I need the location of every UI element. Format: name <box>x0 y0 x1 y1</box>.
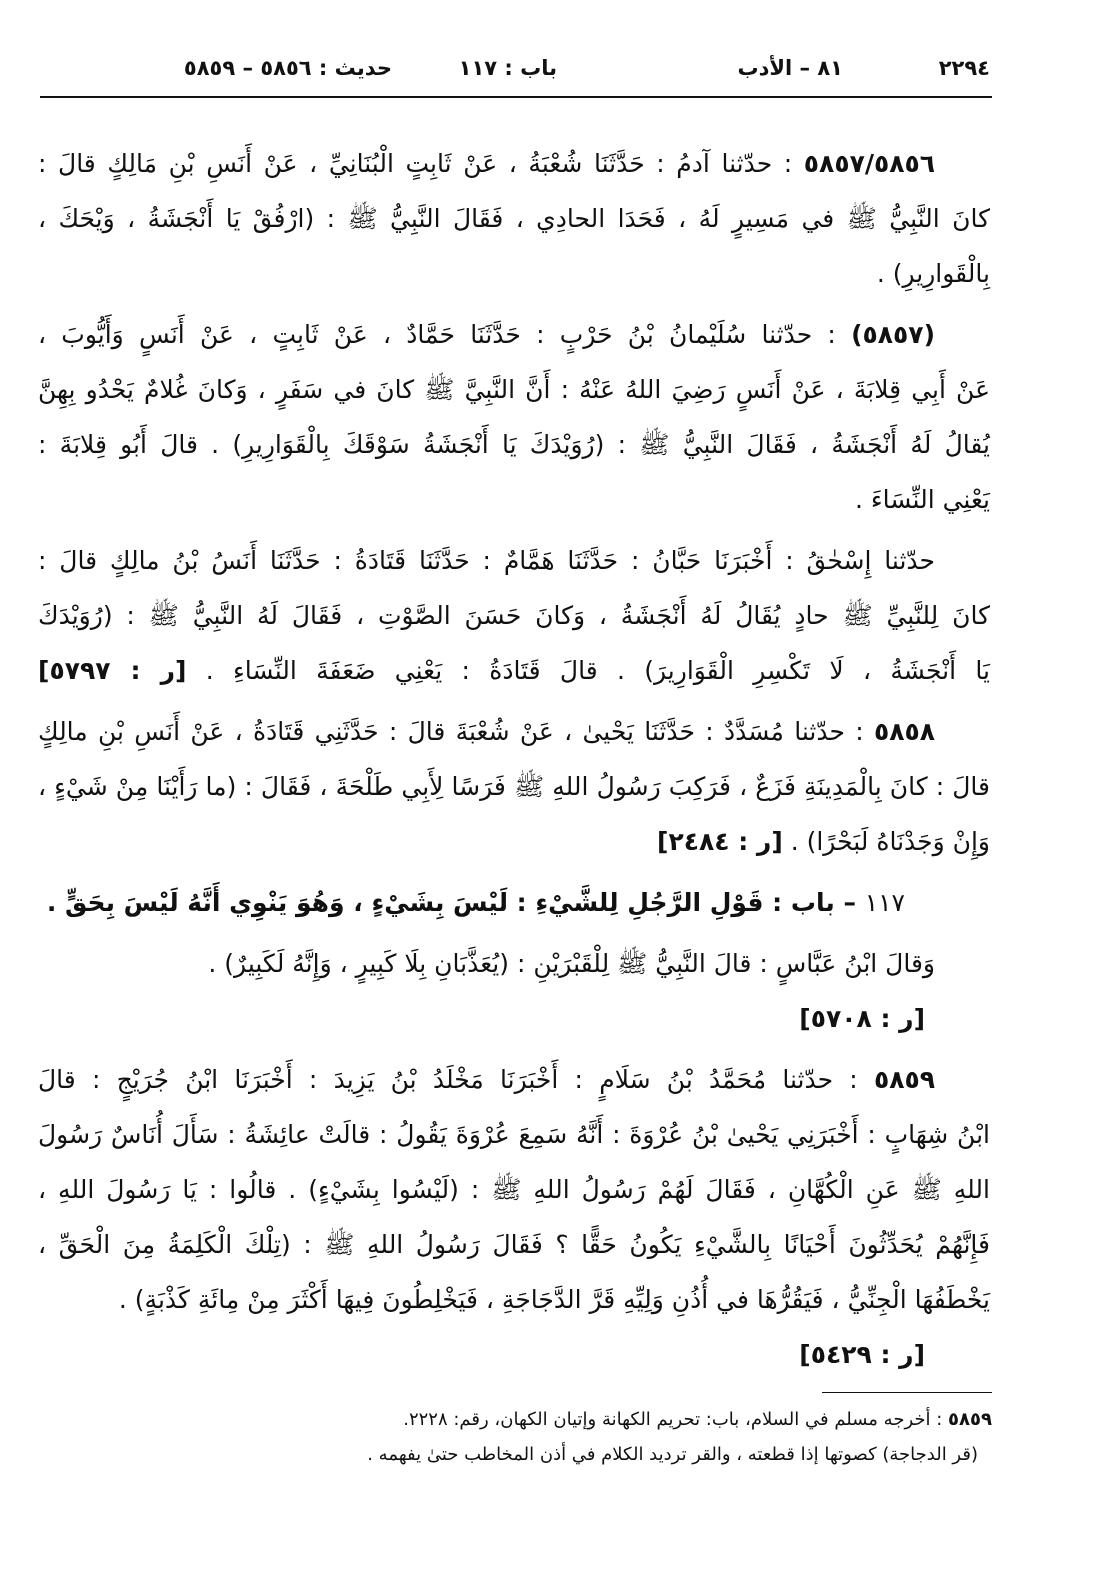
line-text: بِالْقَوارِيرِ) . <box>876 259 990 288</box>
text-line <box>38 1162 990 1217</box>
hadith-range: حديث : ٥٨٥٦ – ٥٨٥٩ <box>183 56 392 80</box>
footnote-text: : أخرجه مسلم في السلام، باب: تحريم الكهانة وإتيان الكهان، رقم: ٢٢٢٨. <box>403 1409 943 1430</box>
hadith-number: ٥٨٥٩ <box>873 1065 935 1094</box>
line-text: وَقالَ ابْنُ عَبَّاسٍ : قالَ النَّبِيُّ ﷺ لِلْقَبْرَيْنِ : (يُعَذَّبَانِ بِلَا كَبِيرٍ ، وَإِنَّهُ لَكَبِيرٌ) . <box>208 949 935 978</box>
text-line <box>38 704 990 759</box>
text-line <box>38 191 990 246</box>
line-text: كانَ لِلنَّبِيِّ ﷺ حادٍ يُقَالُ لَهُ أَنْجَشَةُ ، وَكانَ حَسَنَ الصَّوْتِ ، فَقَالَ لَهُ النَّبِيُّ ﷺ : (رُوَيْدَكَ <box>38 601 990 630</box>
page-body <box>38 136 990 1382</box>
text-line <box>38 1052 990 1107</box>
line-text: يَعْنِي النِّسَاءَ . <box>854 485 990 514</box>
text-line <box>38 991 990 1046</box>
text-line <box>38 1217 990 1272</box>
footnote-text: (قر الدجاجة) كصوتها إذا قطعته ، والقر ترديد الكلام في أذن المخاطب حتىٰ يفهمه . <box>367 1444 978 1465</box>
text-line <box>38 472 990 527</box>
hadith-5858 <box>38 704 990 869</box>
text-line <box>38 246 990 301</box>
line-text: يَخْطَفُهَا الْجِنِّيُّ ، فَيَقُرُّهَا في أُذُنِ وَلِيِّهِ قَرَّ الدَّجَاجَةِ ، فَيَخْلِطُونَ فِيهَا أَكْثَرَ مِنْ مِائَةِ كَذْبَةٍ) . <box>118 1285 990 1314</box>
text-line <box>38 1272 990 1327</box>
footnote-separator <box>822 1392 992 1393</box>
text-line <box>38 362 990 417</box>
text-line <box>38 643 990 698</box>
line-text: قالَ : كانَ بِالْمَدِينَةِ فَزَعٌ ، فَرَكِبَ رَسُولُ اللهِ ﷺ فَرَسًا لِأَبِي طَلْحَةَ ، فَقَالَ : (ما رَأَيْنَا مِنْ شَيْءٍ ، <box>38 772 990 801</box>
chapter-heading <box>38 875 990 930</box>
line-text: : حدّثنا مُحَمَّدُ بْنُ سَلَامٍ : أَخْبَرَنَا مَخْلَدُ بْنُ يَزِيدَ : أَخْبَرَنَا ابْنُ جُرَيْجٍ : قالَ <box>38 1065 858 1094</box>
cross-reference: [ر : ٢٤٨٤] <box>657 827 783 856</box>
cross-reference: [ر : ٥٧٠٨] <box>799 1004 925 1033</box>
text-line <box>38 1107 990 1162</box>
hadith-number: ٥٨٥٧/٥٨٥٦ <box>803 149 935 178</box>
hadith-number: ٥٨٥٨ <box>873 717 936 746</box>
hadith-5857 <box>38 307 990 527</box>
chapter-117 <box>38 875 990 930</box>
line-text: : حدّثنا آدمُ : حَدَّثَنَا شُعْبَةُ ، عَنْ ثَابِتٍ الْبُنَانِيِّ ، عَنْ أَنَسِ بْنِ مَالِكٍ قالَ : <box>38 149 793 178</box>
hadith-number: (٥٨٥٧) <box>851 320 936 349</box>
text-line <box>38 936 990 991</box>
footnote-number: ٥٨٥٩ <box>948 1409 992 1430</box>
line-text: : حدّثنا مُسَدَّدٌ : حَدَّثَنَا يَحْيىٰ ، عَنْ شُعْبَةَ قالَ : حَدَّثَنِي قَتَادَةُ ، عَنْ أَنَسِ بْنِ مالِكٍ <box>38 717 864 746</box>
header-rule <box>40 96 992 98</box>
cross-reference: [ر : ٥٧٩٧] <box>38 656 187 685</box>
line-text: عَنْ أَبِي قِلابَةَ ، عَنْ أَنَسٍ رَضِيَ اللهُ عَنْهُ : أَنَّ النَّبِيَّ ﷺ كانَ في سَفَرٍ ، وَكانَ غُلامٌ يَحْدُو بِهِنَّ <box>38 375 990 404</box>
line-text: : حدّثنا سُلَيْمانُ بْنُ حَرْبٍ : حَدَّثَنَا حَمَّادٌ ، عَنْ ثَابِتٍ ، عَنْ أَنَسٍ وَأَيُّوبَ ، <box>38 320 836 349</box>
book-title: ٨١ – الأدب <box>737 56 843 80</box>
text-line <box>38 533 990 588</box>
line-text: يُقالُ لَهُ أَنْجَشَةُ ، فَقَالَ النَّبِيُّ ﷺ : (رُوَيْدَكَ يَا أَنْجَشَةُ سَوْقَكَ بِالْقَوَارِيرِ) . قالَ أَبُو قِلابَةَ : <box>38 430 990 459</box>
hadith-5856-5857 <box>38 136 990 301</box>
line-text: حدّثنا إِسْحٰقُ : أَخْبَرَنَا حَبَّانُ : حَدَّثَنَا هَمَّامٌ : حَدَّثَنَا قَتَادَةُ : حَدَّثَنَا أَنَسُ بْنُ مالِكٍ قالَ : <box>38 546 935 575</box>
line-text: فَإِنَّهُمْ يُحَدِّثُونَ أَحْيَانًا بِالشَّيْءِ يَكُونُ حَقًّا ؟ فَقَالَ رَسُولُ اللهِ ﷺ : (تِلْكَ الْكَلِمَةُ مِنَ الْحَقِّ ، <box>38 1230 990 1259</box>
text-line <box>38 759 990 814</box>
footnote <box>38 1437 992 1472</box>
footnote <box>38 1402 992 1437</box>
text-line <box>38 136 990 191</box>
page-number: ٢٢٩٤ <box>938 56 990 80</box>
cross-reference: [ر : ٥٤٢٩] <box>799 1340 925 1369</box>
text-line <box>38 814 990 869</box>
text-line <box>38 417 990 472</box>
text-line <box>38 1327 990 1382</box>
line-text: ابْنُ شِهَابٍ : أَخْبَرَنِي يَحْيىٰ بْنُ عُرْوَةَ : أَنَّهُ سَمِعَ عُرْوَةَ يَقُولُ : قالَتْ عائِشَةُ : سَأَلَ أُنَاسٌ رَسُولَ <box>38 1120 990 1149</box>
line-text: كانَ النَّبِيُّ ﷺ في مَسِيرٍ لَهُ ، فَحَدَا الحادِي ، فَقَالَ النَّبِيُّ ﷺ : (ارْفُقْ يَا أَنْجَشَةُ ، وَيْحَكَ ، <box>38 204 990 233</box>
line-text: وَإِنْ وَجَدْنَاهُ لَبَحْرًا) . <box>790 827 990 856</box>
text-line <box>38 588 990 643</box>
chapter-label: باب : ١١٧ <box>458 56 557 80</box>
footnotes <box>38 1402 992 1472</box>
chapter-title: – باب : قَوْلِ الرَّجُلِ لِلشَّيْءِ : لَيْسَ بِشَيْءٍ ، وَهُوَ يَنْوِي أَنَّهُ لَيْسَ بِحَقٍّ . <box>46 888 856 917</box>
chapter-number: ١١٧ <box>864 888 905 917</box>
ibn-abbas-note <box>38 936 990 1046</box>
hadith-5859 <box>38 1052 990 1382</box>
line-text: اللهِ ﷺ عَنِ الْكُهَّانِ ، فَقَالَ لَهُمْ رَسُولُ اللهِ ﷺ : (لَيْسُوا بِشَيْءٍ) . قالُوا : يَا رَسُولَ اللهِ ، <box>38 1175 990 1204</box>
text-line <box>38 307 990 362</box>
hadith-isnad-ishaq <box>38 533 990 698</box>
line-text: يَا أَنْجَشَةُ ، لَا تَكْسِرِ الْقَوَارِيرَ) . قالَ قَتَادَةُ : يَعْنِي ضَعَفَةَ النِّسَاءِ . <box>205 656 990 685</box>
